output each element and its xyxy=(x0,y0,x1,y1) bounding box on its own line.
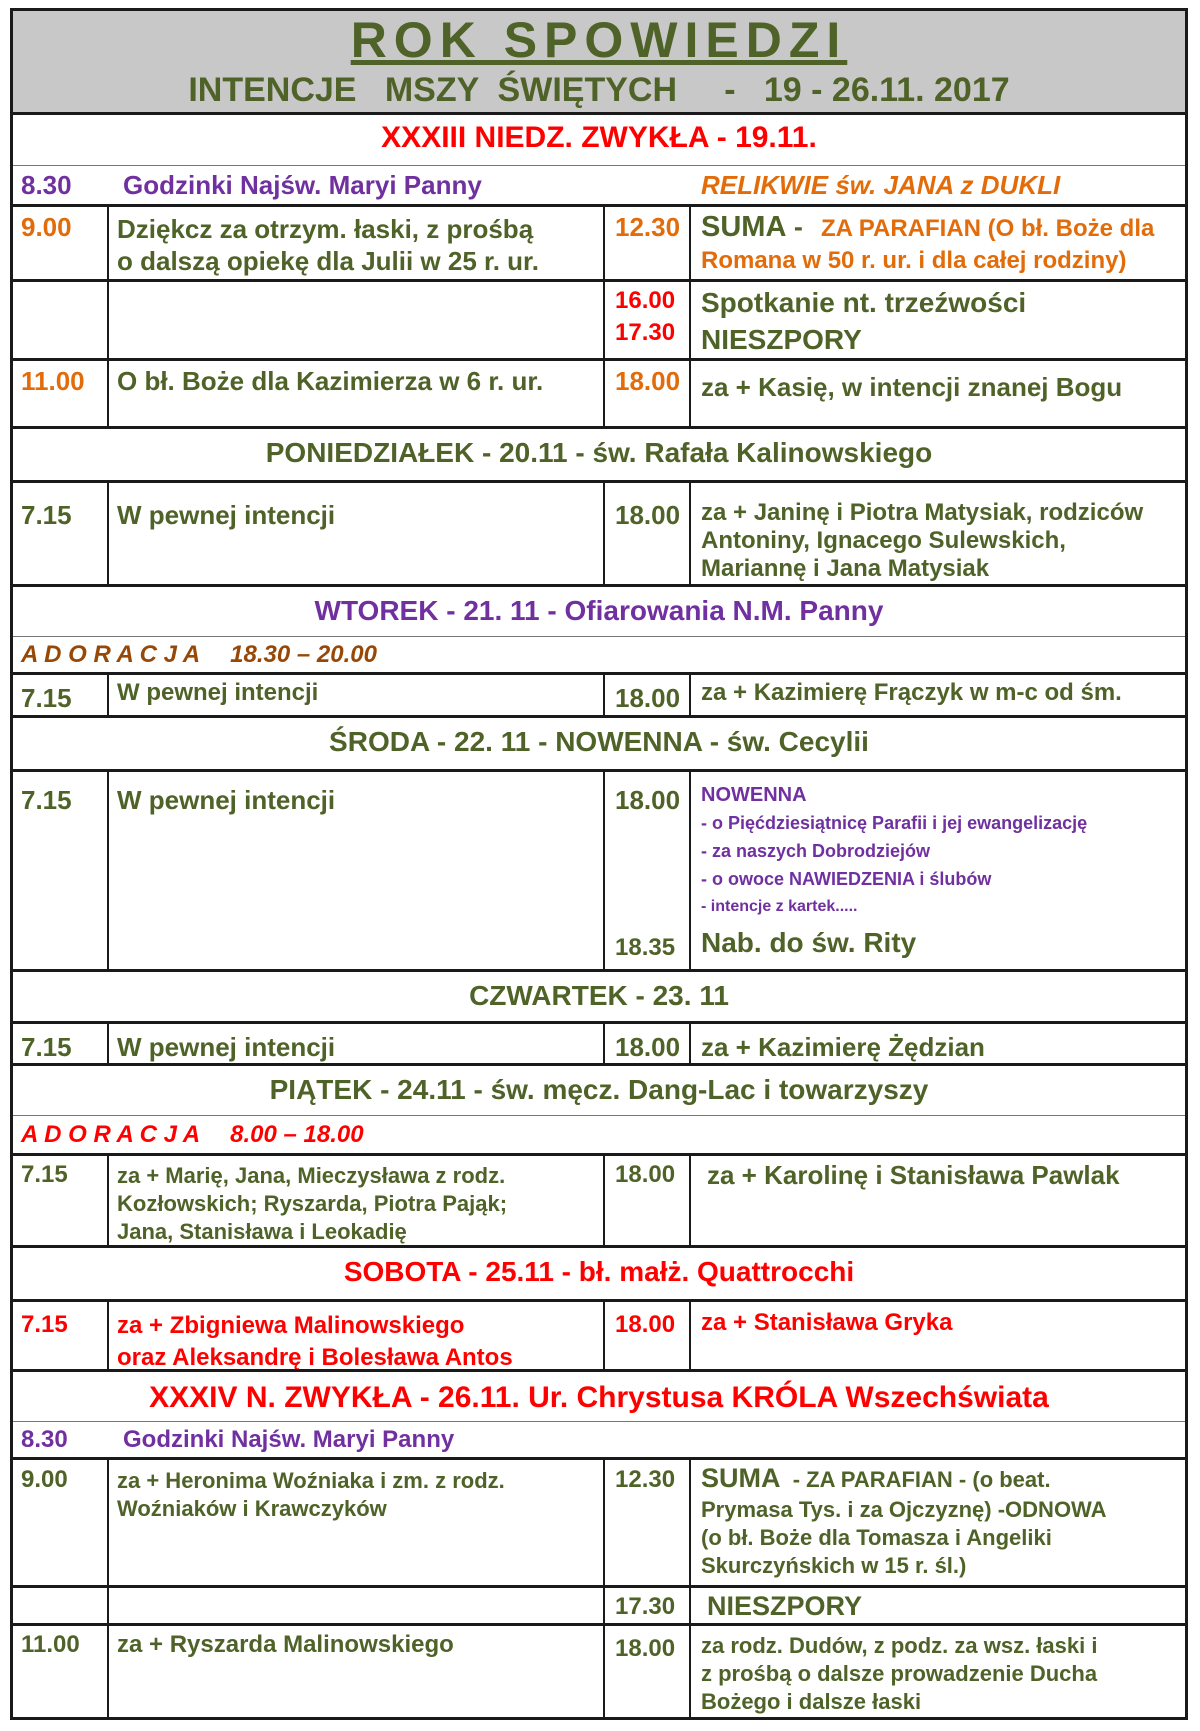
intention-1230-rest: ZA PARAFIAN (O bł. Boże dla Romana w 50 r. ur. i dla całej rodziny) xyxy=(701,215,1155,274)
intention-715: W pewnej intencji xyxy=(117,500,336,530)
intention-1800: za + Janinę i Piotra Matysiak, rodziców Antoniny, Ignacego Sulewskich, Mariannę i Jana Matysiak xyxy=(701,499,1144,582)
time-715: 7.15 xyxy=(21,683,72,713)
intention-715: za + Zbigniewa Malinowskiego oraz Aleksandrę i Bolesława Antos xyxy=(117,1312,513,1371)
time-900: 9.00 xyxy=(21,1466,68,1493)
divider xyxy=(107,1626,109,1717)
tuesday-heading-row xyxy=(13,584,1185,636)
divider xyxy=(689,1626,691,1717)
time-715: 7.15 xyxy=(21,500,72,530)
intention-1835: Nab. do św. Rity xyxy=(701,927,917,958)
intention-715: W pewnej intencji xyxy=(117,679,319,706)
divider xyxy=(603,675,605,715)
time-1230: 12.30 xyxy=(615,212,681,242)
time-1100: 11.00 xyxy=(21,1631,80,1658)
wednesday-heading-row xyxy=(13,715,1185,769)
intention-1600: Spotkanie nt. trzeźwości xyxy=(701,287,1027,318)
nowenna-item: - za naszych Dobrodziejów xyxy=(701,841,931,861)
intention-1800: za + Stanisława Gryka xyxy=(701,1309,953,1336)
intention-1800: za + Kasię, w intencji znanej Bogu xyxy=(701,372,1123,402)
sunday2-heading: XXXIV N. ZWYKŁA - 26.11. Ur. Chrystusa KRÓLA Wszechświata xyxy=(149,1381,1049,1414)
time-1835: 18.35 xyxy=(615,934,676,961)
monday-heading: PONIEDZIAŁEK - 20.11 - św. Rafała Kalinowskiego xyxy=(265,437,933,468)
divider xyxy=(689,1460,691,1585)
saturday-heading-row xyxy=(13,1245,1185,1299)
time-715: 7.15 xyxy=(21,785,72,815)
divider xyxy=(603,1302,605,1369)
page-subtitle: INTENCJE MSZY ŚWIĘTYCH - 19 - 26.11. 2017 xyxy=(188,71,1010,109)
thursday-heading: CZWARTEK - 23. 11 xyxy=(469,980,729,1011)
monday-heading-row xyxy=(13,426,1185,480)
divider xyxy=(107,1024,109,1063)
tuesday-heading: WTOREK - 21. 11 - Ofiarowania N.M. Panny xyxy=(314,595,884,626)
intention-900: za + Heronima Woźniaka i zm. z rodz. Woźniaków i Krawczyków xyxy=(117,1468,505,1521)
godzinki-text: Godzinki Najśw. Maryi Panny xyxy=(123,170,482,200)
divider xyxy=(107,1302,109,1369)
intention-1100: O bł. Boże dla Kazimierza w 6 r. ur. xyxy=(117,366,544,396)
divider xyxy=(603,1156,605,1245)
saturday-row xyxy=(13,1299,1185,1369)
suma-label: SUMA xyxy=(701,1463,781,1493)
time-1730: 17.30 xyxy=(615,1593,676,1620)
divider xyxy=(107,1156,109,1245)
time-1730: 17.30 xyxy=(615,319,676,346)
friday-heading-row xyxy=(13,1063,1185,1115)
sunday1-row-1100 xyxy=(13,358,1185,426)
page-title: ROK SPOWIEDZI xyxy=(350,12,848,68)
adoracja-word: A D O R A C J A xyxy=(21,1121,201,1148)
divider xyxy=(107,361,109,426)
saturday-heading: SOBOTA - 25.11 - bł. małż. Quattrocchi xyxy=(343,1256,855,1287)
time-715: 7.15 xyxy=(21,1311,68,1338)
time-900: 9.00 xyxy=(21,212,72,242)
header xyxy=(13,11,1185,115)
intention-1230 xyxy=(701,1464,1051,1494)
friday-heading: PIĄTEK - 24.11 - św. męcz. Dang-Lac i towarzyszy xyxy=(269,1074,929,1105)
divider xyxy=(603,1024,605,1063)
thursday-heading-row xyxy=(13,969,1185,1021)
time-1230: 12.30 xyxy=(615,1466,676,1493)
divider xyxy=(689,1588,691,1623)
intention-1800: za + Karolinę i Stanisława Pawlak xyxy=(707,1160,1120,1190)
time-1600: 16.00 xyxy=(615,287,676,314)
intention-1730: NIESZPORY xyxy=(701,324,862,355)
tuesday-adoracja-row xyxy=(13,636,1185,672)
divider xyxy=(689,361,691,426)
adoracja-label xyxy=(21,642,377,668)
divider xyxy=(107,772,109,969)
divider xyxy=(603,1626,605,1717)
divider xyxy=(689,282,691,358)
time-1800: 18.00 xyxy=(615,500,681,530)
sunday2-row-900 xyxy=(13,1457,1185,1585)
divider xyxy=(689,772,691,969)
divider xyxy=(603,772,605,969)
divider xyxy=(689,207,691,279)
schedule-sheet xyxy=(10,8,1188,1720)
suma-rest: - ZA PARAFIAN - (o beat. xyxy=(780,1467,1051,1492)
time-1800: 18.00 xyxy=(615,785,681,815)
adoracja-word: A D O R A C J A xyxy=(21,641,201,668)
friday-row xyxy=(13,1153,1185,1245)
nowenna-title: NOWENNA xyxy=(701,784,807,806)
time-830: 8.30 xyxy=(21,170,72,200)
divider xyxy=(603,483,605,584)
divider xyxy=(603,361,605,426)
divider xyxy=(107,483,109,584)
sunday2-heading-row xyxy=(13,1369,1185,1421)
time-1800: 18.00 xyxy=(615,1161,676,1188)
divider xyxy=(107,207,109,279)
thursday-row xyxy=(13,1021,1185,1063)
intention-1100: za + Ryszarda Malinowskiego xyxy=(117,1631,454,1658)
time-1800: 18.00 xyxy=(615,683,681,713)
time-1800: 18.00 xyxy=(615,366,681,396)
divider xyxy=(603,207,605,279)
intention-900: Dziękcz za otrzym. łaski, z prośbą o dalszą opiekę dla Julii w 25 r. ur. xyxy=(117,214,539,276)
time-1800: 18.00 xyxy=(615,1635,676,1662)
time-1800: 18.00 xyxy=(615,1032,681,1062)
monday-row xyxy=(13,480,1185,584)
nowenna-item: - o Pięćdziesiątnicę Parafii i jej ewangelizację xyxy=(701,813,1088,833)
wednesday-heading: ŚRODA - 22. 11 - NOWENNA - św. Cecylii xyxy=(329,726,869,757)
suma-dash: - xyxy=(786,212,803,242)
divider xyxy=(603,282,605,358)
sunday1-heading-row xyxy=(13,115,1185,165)
nowenna-item: - o owoce NAWIEDZENIA i ślubów xyxy=(701,869,992,889)
sunday1-heading: XXXIII NIEDZ. ZWYKŁA - 19.11. xyxy=(381,121,817,154)
intention-715: W pewnej intencji xyxy=(117,785,336,815)
relikwie-text: RELIKWIE św. JANA z DUKLI xyxy=(701,170,1061,200)
intention-1730: NIESZPORY xyxy=(707,1591,863,1621)
sunday2-row-830 xyxy=(13,1421,1185,1457)
intention-1800: za + Kazimierę Frączyk w m-c od śm. xyxy=(701,679,1122,706)
intention-1800: za + Kazimierę Żędzian xyxy=(701,1032,985,1062)
divider xyxy=(689,675,691,715)
intention-715: W pewnej intencji xyxy=(117,1032,336,1062)
sunday1-row-900 xyxy=(13,204,1185,279)
adoracja-label xyxy=(21,1122,364,1148)
time-830: 8.30 xyxy=(21,1426,68,1453)
sunday1-row-830 xyxy=(13,165,1185,204)
intention-1800: za rodz. Dudów, z podz. za wsz. łaski i z prośbą o dalsze prowadzenie Ducha Bożego i dalsze łaski xyxy=(701,1633,1098,1714)
nowenna-item: - intencje z kartek..... xyxy=(701,898,858,915)
divider xyxy=(689,1302,691,1369)
sunday2-row-1730 xyxy=(13,1585,1185,1623)
adoracja-time: 18.30 – 20.00 xyxy=(230,641,377,668)
divider xyxy=(107,1588,109,1623)
divider xyxy=(689,483,691,584)
divider xyxy=(107,282,109,358)
divider xyxy=(689,1156,691,1245)
wednesday-row xyxy=(13,769,1185,969)
friday-adoracja-row xyxy=(13,1115,1185,1153)
adoracja-time: 8.00 – 18.00 xyxy=(230,1121,364,1148)
tuesday-row xyxy=(13,672,1185,715)
time-715: 7.15 xyxy=(21,1032,72,1062)
divider xyxy=(603,1460,605,1585)
intention-715: za + Marię, Jana, Mieczysława z rodz. Kozłowskich; Ryszarda, Piotra Pająk; Jana, Stanisława i Leokadię xyxy=(117,1163,508,1244)
divider xyxy=(107,675,109,715)
divider xyxy=(107,1460,109,1585)
godzinki-text: Godzinki Najśw. Maryi Panny xyxy=(123,1426,455,1453)
divider xyxy=(689,1024,691,1063)
time-1800: 18.00 xyxy=(615,1311,676,1338)
time-715: 7.15 xyxy=(21,1161,68,1188)
sunday2-row-1100 xyxy=(13,1623,1185,1717)
suma-label: SUMA xyxy=(701,211,787,243)
time-1100: 11.00 xyxy=(21,366,85,396)
sunday1-row-1600 xyxy=(13,279,1185,358)
intention-1230-more: Prymasa Tys. i za Ojczyznę) -ODNOWA (o bł. Boże dla Tomasza i Angeliki Skurczyńskich w 15 r. śl.) xyxy=(701,1497,1107,1578)
divider xyxy=(603,1588,605,1623)
